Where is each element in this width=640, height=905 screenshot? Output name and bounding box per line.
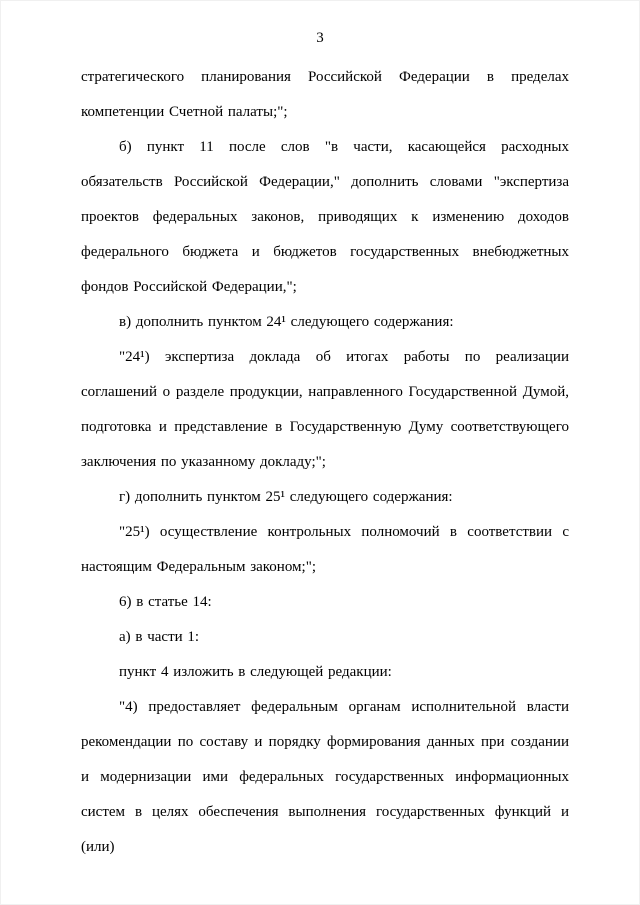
page-number: 3: [316, 30, 324, 46]
paragraph: пункт 4 изложить в следующей редакции:: [119, 664, 392, 680]
paragraph: 6) в статье 14:: [119, 594, 212, 610]
paragraph: "4) предоставляет федеральным органам исполнительной власти рекомендации по составу и порядку формирования данных при создании и модернизации ими федеральных государственных информационных систем в целях обеспечения выполнения государственных функций и (или): [81, 699, 569, 855]
paragraph: г) дополнить пунктом 25¹ следующего содержания:: [119, 489, 453, 505]
paragraph: стратегического планирования Российской Федерации в пределах компетенции Счетной палаты;";: [81, 69, 569, 120]
paragraph: а) в части 1:: [119, 629, 200, 645]
paragraph: "25¹) осуществление контрольных полномочий в соответствии с настоящим Федеральным законом;";: [81, 524, 569, 575]
document-body: [81, 60, 569, 865]
paragraph: в) дополнить пунктом 24¹ следующего содержания:: [119, 314, 454, 330]
paragraph: б) пункт 11 после слов "в части, касающейся расходных обязательств Российской Федерации," дополнить словами "экспертиза проектов федеральных законов, приводящих к изменению доходов федерального бюджета и бюджетов государственных внебюджетных фондов Российской Федерации,";: [81, 139, 569, 295]
paragraph: "24¹) экспертиза доклада об итогах работы по реализации соглашений о разделе продукции, направленного Государственной Думой, подготовка и представление в Государственную Думу соответствующего заключения по указанному докладу;";: [81, 349, 569, 470]
